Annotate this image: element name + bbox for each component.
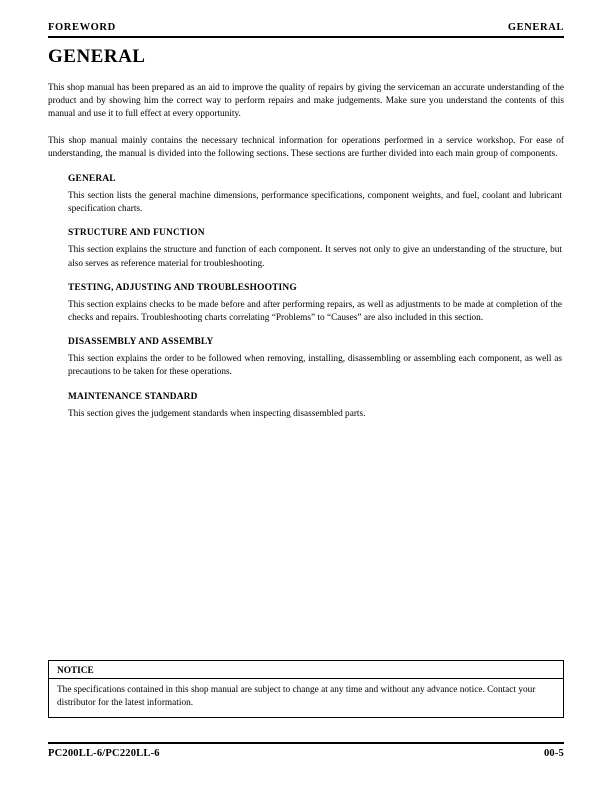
- section-text: This section gives the judgement standards when inspecting disassembled parts.: [68, 408, 366, 419]
- section-heading: STRUCTURE AND FUNCTION: [68, 228, 205, 239]
- section-list: [48, 174, 564, 421]
- section-item: [48, 337, 564, 379]
- section-item: [48, 174, 564, 216]
- section-item: [48, 228, 564, 270]
- page-footer: [48, 748, 564, 759]
- notice-box: [48, 660, 564, 718]
- footer-model-label: PC200LL-6/PC220LL-6: [48, 748, 160, 759]
- footer-divider: [48, 742, 564, 744]
- notice-text: The specifications contained in this shop manual are subject to change at any time and without any advance notice. Contact your distributor for the latest information.: [57, 685, 536, 709]
- section-item: [48, 392, 564, 421]
- section-text: This section explains the structure and function of each component. It serves not only to give an understanding of the structure, but also serves as reference material for troubleshooting.: [68, 245, 562, 269]
- section-text: This section lists the general machine dimensions, performance specifications, component weights, and fuel, coolant and lubricant specification charts.: [68, 191, 562, 215]
- intro-paragraph-1: This shop manual has been prepared as an aid to improve the quality of repairs by giving the serviceman an accurate understanding of the product and by showing him the correct way to perform repairs and make judgements. Make sure you understand the contents of this manual and use it to full effect at every opportunity.: [48, 83, 564, 120]
- section-item: [48, 283, 564, 325]
- header-left-label: FOREWORD: [48, 22, 116, 33]
- intro-paragraph-2: This shop manual mainly contains the necessary technical information for operations performed in a service workshop. For ease of understanding, the manual is divided into the following sections. These sections are further divided into each main group of components.: [48, 135, 564, 159]
- section-heading: DISASSEMBLY AND ASSEMBLY: [68, 337, 214, 348]
- notice-title: NOTICE: [57, 666, 94, 676]
- section-heading: MAINTENANCE STANDARD: [68, 391, 198, 402]
- section-text: This section explains the order to be followed when removing, installing, disassembling or assembling each component, as well as precautions to be taken for these operations.: [68, 354, 562, 378]
- header-right-label: GENERAL: [507, 22, 564, 33]
- header-divider: [48, 36, 564, 38]
- section-heading: TESTING, ADJUSTING AND TROUBLESHOOTING: [68, 282, 297, 293]
- section-text: This section explains checks to be made before and after performing repairs, as well as adjustments to be made at completion of the checks and repairs. Troubleshooting charts correlating “Problems” to “Causes” are also included in this section.: [68, 299, 562, 324]
- page-number: 00-5: [543, 748, 564, 759]
- running-header: [48, 22, 564, 33]
- body-content: [48, 82, 564, 433]
- page-title: GENERAL: [48, 46, 146, 67]
- section-heading: GENERAL: [68, 174, 116, 185]
